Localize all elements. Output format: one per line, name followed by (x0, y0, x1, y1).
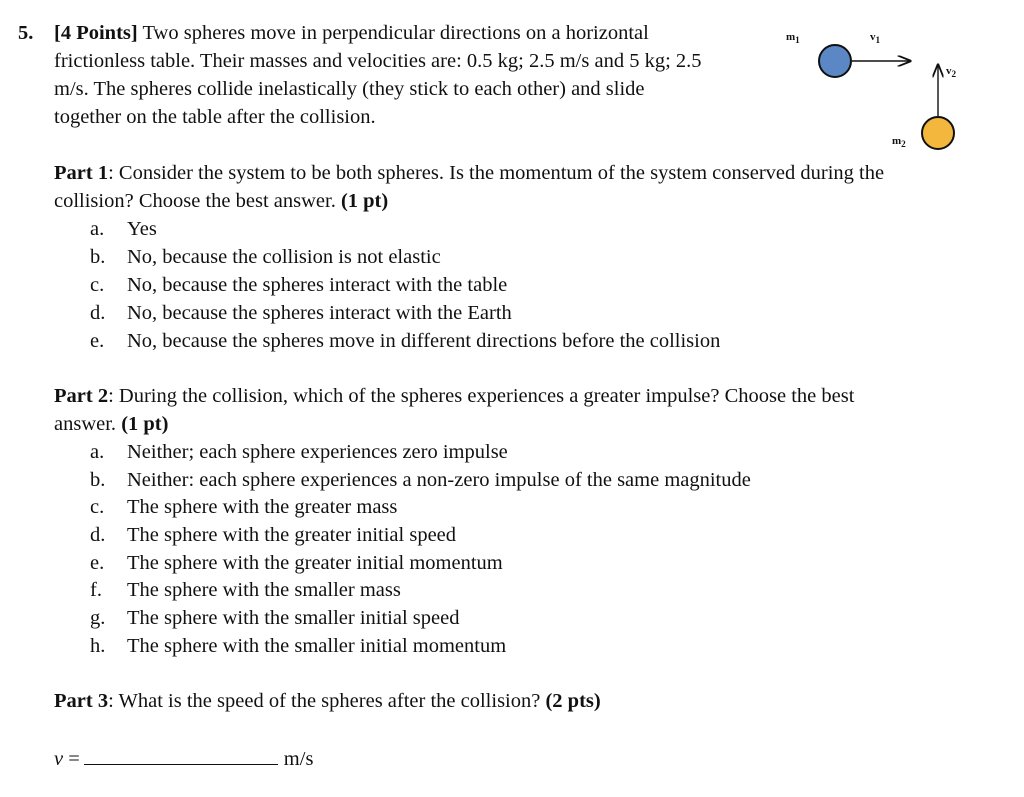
option-letter: d. (90, 524, 106, 546)
part3-answer-line (54, 746, 313, 771)
m2-label: $m_2$ (892, 135, 906, 150)
sphere-2 (922, 117, 954, 149)
v2-label: $v_2$ (946, 65, 957, 80)
option-letter: c. (90, 496, 105, 518)
option-letter: b. (90, 246, 106, 268)
stem-text-1: Two spheres move in perpendicular directions on a horizontal (142, 22, 649, 44)
option-letter: f. (90, 579, 102, 601)
option-text: The sphere with the smaller initial momentum (127, 635, 507, 657)
option-text: The sphere with the smaller mass (127, 579, 401, 601)
option-text: Yes (127, 218, 157, 240)
part1-prompt-1: : Consider the system to be both spheres. Is the momentum of the system conserved during the (108, 162, 885, 184)
part2-label: Part 2 (54, 385, 109, 407)
option-letter: d. (90, 302, 106, 324)
option-text: No, because the spheres move in different directions before the collision (127, 330, 721, 352)
part1-prompt-line-1 (54, 162, 884, 185)
m1-label: $m_1$ (786, 31, 800, 46)
part3-prompt: : What is the speed of the spheres after the collision? (108, 690, 541, 712)
answer-blank[interactable] (84, 746, 278, 765)
question-number: 5. (18, 22, 34, 44)
option-text: Neither; each sphere experiences zero impulse (127, 441, 508, 463)
part2-prompt-line-1 (54, 385, 854, 408)
part1-prompt-line-2 (54, 190, 388, 213)
option-text: No, because the collision is not elastic (127, 246, 441, 268)
option-text: The sphere with the smaller initial speed (127, 607, 460, 629)
option-text: The sphere with the greater mass (127, 496, 398, 518)
option-letter: a. (90, 441, 105, 463)
option-letter: e. (90, 552, 105, 574)
part3-points: (2 pts) (545, 690, 601, 712)
collision-figure (780, 25, 980, 165)
part1-points: (1 pt) (340, 190, 389, 212)
sphere-1 (819, 45, 851, 77)
part2-prompt-1: : During the collision, which of the spheres experiences a greater impulse? Choose the best (108, 385, 855, 407)
part2-prompt-line-2 (54, 413, 168, 436)
option-letter: h. (90, 635, 106, 657)
option-text: The sphere with the greater initial speed (127, 524, 457, 546)
part1-label: Part 1 (54, 162, 109, 184)
question-stem-line-4: together on the table after the collision. (54, 106, 376, 128)
collision-diagram (780, 25, 980, 165)
question-stem-line-3: m/s. The spheres collide inelastically (they stick to each other) and slide (54, 78, 645, 100)
question-stem-line-2: frictionless table. Their masses and velocities are: 0.5 kg; 2.5 m/s and 5 kg; 2.5 (54, 50, 702, 72)
option-letter: a. (90, 218, 105, 240)
option-letter: e. (90, 330, 105, 352)
option-text: No, because the spheres interact with the Earth (127, 302, 512, 324)
option-text: Neither: each sphere experiences a non-zero impulse of the same magnitude (127, 469, 751, 491)
part2-prompt-2: answer. (54, 413, 117, 435)
part2-points: (1 pt) (121, 413, 169, 435)
question-points: [4 Points] (54, 22, 138, 44)
part3-prompt-line (54, 690, 601, 713)
answer-variable: v (54, 748, 64, 770)
option-text: The sphere with the greater initial momentum (127, 552, 503, 574)
option-letter: b. (90, 469, 106, 491)
option-letter: g. (90, 607, 106, 629)
option-text: No, because the spheres interact with the table (127, 274, 508, 296)
question-stem-line-1 (54, 22, 649, 45)
option-letter: c. (90, 274, 105, 296)
v1-label: $v_1$ (870, 31, 881, 46)
answer-unit: m/s (283, 748, 314, 770)
part3-label: Part 3 (54, 690, 109, 712)
part1-prompt-2: collision? Choose the best answer. (54, 190, 336, 212)
answer-equals: = (68, 748, 80, 770)
